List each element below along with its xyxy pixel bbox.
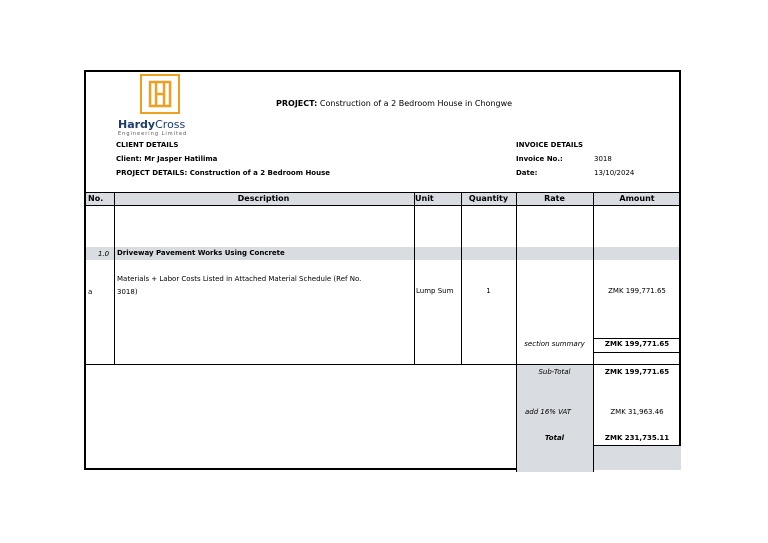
- company-subtitle: Engineering Limited: [118, 131, 188, 137]
- total-label: Total: [544, 434, 565, 442]
- project-title-text: Construction of a 2 Bedroom House in Chongwe: [317, 99, 513, 108]
- invoice-number-label: Invoice No.:: [516, 155, 563, 163]
- section-number: 1.0: [98, 250, 110, 258]
- logo-mark-icon: [142, 76, 178, 112]
- company-name-bold: Hardy: [118, 118, 156, 131]
- project-details: PROJECT DETAILS: Construction of a 2 Bedroom House: [116, 169, 331, 177]
- project-title-label: PROJECT:: [276, 99, 318, 108]
- company-name-light: Cross: [155, 118, 186, 131]
- section-summary-value: ZMK 199,771.65: [604, 340, 670, 348]
- totals-bottom-shade: [593, 445, 681, 470]
- company-logo: [140, 74, 180, 114]
- client-name: Client: Mr Jasper Hatilima: [116, 155, 218, 163]
- vat-label: add 16% VAT: [524, 408, 572, 416]
- item-amount: ZMK 199,771.65: [608, 287, 666, 295]
- total-value: ZMK 231,735.11: [604, 434, 670, 442]
- invoice-sheet: [84, 70, 681, 470]
- project-title: [276, 99, 512, 108]
- grid-line: [593, 338, 681, 339]
- totals-label-shade: [516, 365, 593, 472]
- grid-line: [593, 445, 681, 446]
- header-quantity: Quantity: [468, 194, 509, 203]
- item-id: a: [88, 288, 93, 296]
- invoice-number-value: 3018: [594, 155, 612, 163]
- subtotal-value: ZMK 199,771.65: [604, 368, 670, 376]
- item-description-line2: 3018): [117, 288, 138, 296]
- item-description-line1: Materials + Labor Costs Listed in Attached Material Schedule (Ref No.: [117, 275, 362, 283]
- client-details-heading: CLIENT DETAILS: [116, 141, 179, 149]
- section-title: Driveway Pavement Works Using Concrete: [117, 249, 285, 257]
- vat-value: ZMK 31,963.46: [610, 408, 664, 416]
- grid-line: [593, 352, 681, 353]
- company-name: [118, 118, 185, 131]
- header-no: No.: [88, 194, 104, 203]
- grid-line: [516, 192, 517, 472]
- header-description: Description: [237, 194, 290, 203]
- subtotal-label: Sub-Total: [538, 368, 571, 376]
- grid-line: [86, 364, 681, 365]
- item-unit: Lump Sum: [416, 287, 454, 295]
- invoice-details-heading: INVOICE DETAILS: [516, 141, 584, 149]
- invoice-date-label: Date:: [516, 169, 538, 177]
- grid-line: [114, 192, 115, 365]
- grid-line: [414, 192, 415, 365]
- header-amount: Amount: [619, 194, 655, 203]
- grid-line: [461, 192, 462, 365]
- table-header: [86, 192, 679, 206]
- item-quantity: 1: [486, 287, 491, 295]
- section-summary-label: section summary: [524, 340, 585, 348]
- invoice-date-value: 13/10/2024: [594, 169, 635, 177]
- header-rate: Rate: [544, 194, 565, 203]
- grid-line: [593, 192, 594, 472]
- header-unit: Unit: [415, 194, 434, 203]
